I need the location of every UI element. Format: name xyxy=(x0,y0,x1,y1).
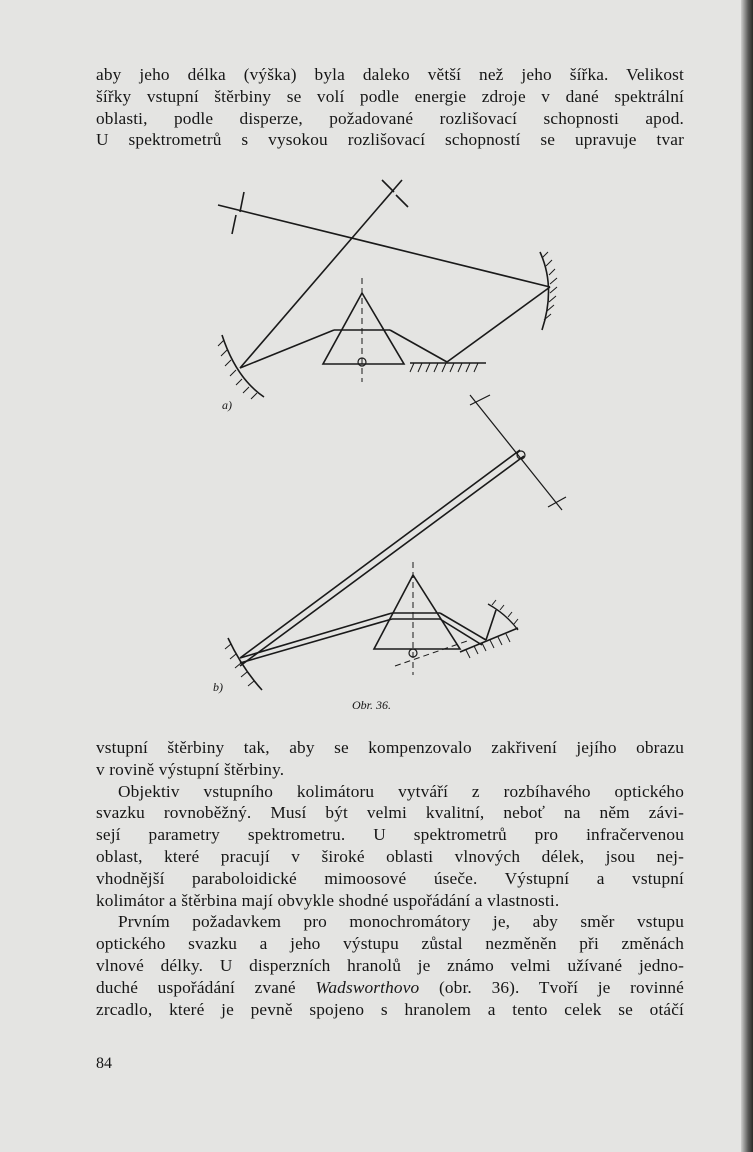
figure-caption: Obr. 36. xyxy=(352,698,392,712)
slit-mark-a xyxy=(240,192,244,212)
text-line: vstupní štěrbiny tak, aby se kompenzovalo zakřivení jejího obrazu xyxy=(96,738,684,757)
figure-b-diagram xyxy=(225,395,566,690)
text-segment: duché uspořádání zvané xyxy=(96,977,316,997)
figure-a-diagram xyxy=(218,180,557,399)
slit-mark-a xyxy=(382,180,394,192)
text-segment: (obr. 36). Tvoří je rovinné xyxy=(419,977,684,997)
figure-label-a: a) xyxy=(222,398,232,412)
text-line: v rovině výstupní štěrbiny. xyxy=(96,759,285,779)
beam-a xyxy=(390,330,447,362)
text-line: kolimátor a štěrbina mají obvykle shodné uspořádání a vlastnosti. xyxy=(96,890,560,910)
slit-mark-a xyxy=(396,195,408,207)
text-line: U spektrometrů s vysokou rozlišovací schopností se upravuje tvar xyxy=(96,130,684,150)
text-line: aby jeho délka (výška) byla daleko větší než jeho šířka. Velikost xyxy=(96,65,684,84)
text-line: zrcadlo, které je pevně spojeno s hranolem a tento celek se otáčí xyxy=(96,999,684,1019)
text-line: sejí parametry spektrometru. U spektrometrů pro infračervenou xyxy=(96,825,684,845)
text-line: Objektiv vstupního kolimátoru vytváří z rozbíhavého optického xyxy=(118,781,684,801)
beam-b xyxy=(240,450,520,658)
text-line: šířky vstupní štěrbiny se volí podle energie zdroje v dané spektrální xyxy=(96,86,684,106)
text-line xyxy=(96,977,684,999)
page-edge xyxy=(741,0,753,1152)
text-line: Prvním požadavkem pro monochromátory je, aby směr vstupu xyxy=(118,912,684,932)
slit-mark-a xyxy=(232,215,236,234)
text-line: optického svazku a jeho výstupu zůstal nezměněn při změnách xyxy=(96,934,684,954)
prism-a xyxy=(323,293,404,364)
page-number: 84 xyxy=(96,1055,112,1072)
text-line: svazku rovnoběžný. Musí být velmi kvalitní, neboť na něm závi- xyxy=(96,803,684,823)
text-line: oblasti, podle disperze, požadované rozlišovací schopnosti apod. xyxy=(96,108,684,128)
beam-a xyxy=(447,287,550,362)
beam-a xyxy=(218,205,550,287)
beam-a xyxy=(240,180,402,368)
beam-a xyxy=(240,330,334,368)
beam-b xyxy=(240,613,392,658)
wadsworth-figure xyxy=(200,170,580,710)
prism-b xyxy=(374,575,460,649)
text-line: oblast, které pracují v široké oblasti vlnových délek, jsou nej- xyxy=(96,846,684,866)
wadsworth-term: Wadsworthovo xyxy=(315,977,420,997)
top-paragraph xyxy=(96,64,684,151)
text-line: vhodnější paraboloidické mimoosové úseče. Výstupní a vstupní xyxy=(96,868,684,888)
bottom-paragraphs xyxy=(96,737,684,1020)
figure-label-b: b) xyxy=(213,680,223,694)
text-line: vlnové délky. U disperzních hranolů je známo velmi užívané jedno- xyxy=(96,955,684,975)
